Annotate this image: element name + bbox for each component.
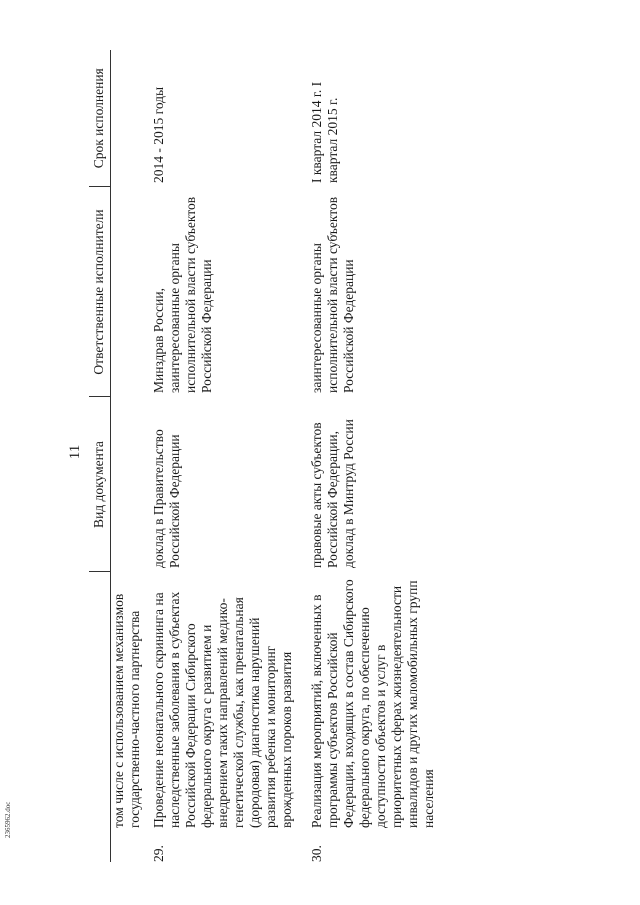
row-measure: Проведение неонатального скрининга на наследственные заболевания в субъектах Российской Федерации Сибирского федерального округа с развитием и внедрением таких направлений медико-генетической службы, как пренатальная (дородовая) диагностика нарушений развития ребенка и мониторинг врожденных пороков развития (151, 591, 294, 828)
row-responsible (111, 187, 144, 397)
row-deadline (111, 50, 144, 187)
row-number: 30. (309, 845, 324, 862)
header-deadline: Срок исполнения (89, 50, 111, 187)
table-row (143, 50, 295, 862)
row-doc-type: доклад в Правительство Российской Федерации (151, 429, 182, 568)
row-number: 29. (151, 845, 166, 862)
row-responsible: заинтересованные органы исполнительной власти субъектов Российской Федерации (309, 196, 356, 393)
row-measure: Реализация мероприятий, включенных в программы субъектов Российской Федерации, входящих в состав Сибирского федерального округа, по обеспечению доступности объектов и услуг в приоритетных сферах жизнедеятельности инвалидов и других маломобильных групп населения (309, 579, 436, 828)
row-doc-type (111, 397, 144, 572)
row-doc-type: правовые акты субъектов Российской Федерации, доклад в Минтруд России (309, 419, 356, 568)
measures-table (89, 50, 437, 862)
header-responsible: Ответственные исполнители (89, 187, 111, 397)
table-row (111, 50, 144, 862)
row-responsible: Минздрав России, заинтересованные органы исполнительной власти субъектов Российской Федерации (151, 196, 214, 393)
row-number (111, 832, 144, 862)
row-deadline: I квартал 2014 г. I квартал 2015 г. (309, 81, 340, 183)
row-measure: том числе с использованием механизмов государственно-частного партнерства (111, 593, 142, 828)
row-deadline: 2014 - 2015 годы (151, 86, 166, 183)
header-measure (89, 572, 111, 832)
header-number (89, 832, 111, 862)
document-file-code: 2365962.doc (4, 801, 12, 838)
table-header-row (89, 50, 111, 862)
table-row (295, 50, 437, 862)
document-page (65, 42, 565, 862)
page-number: 11 (67, 444, 83, 460)
header-doc-type: Вид документа (89, 397, 111, 572)
